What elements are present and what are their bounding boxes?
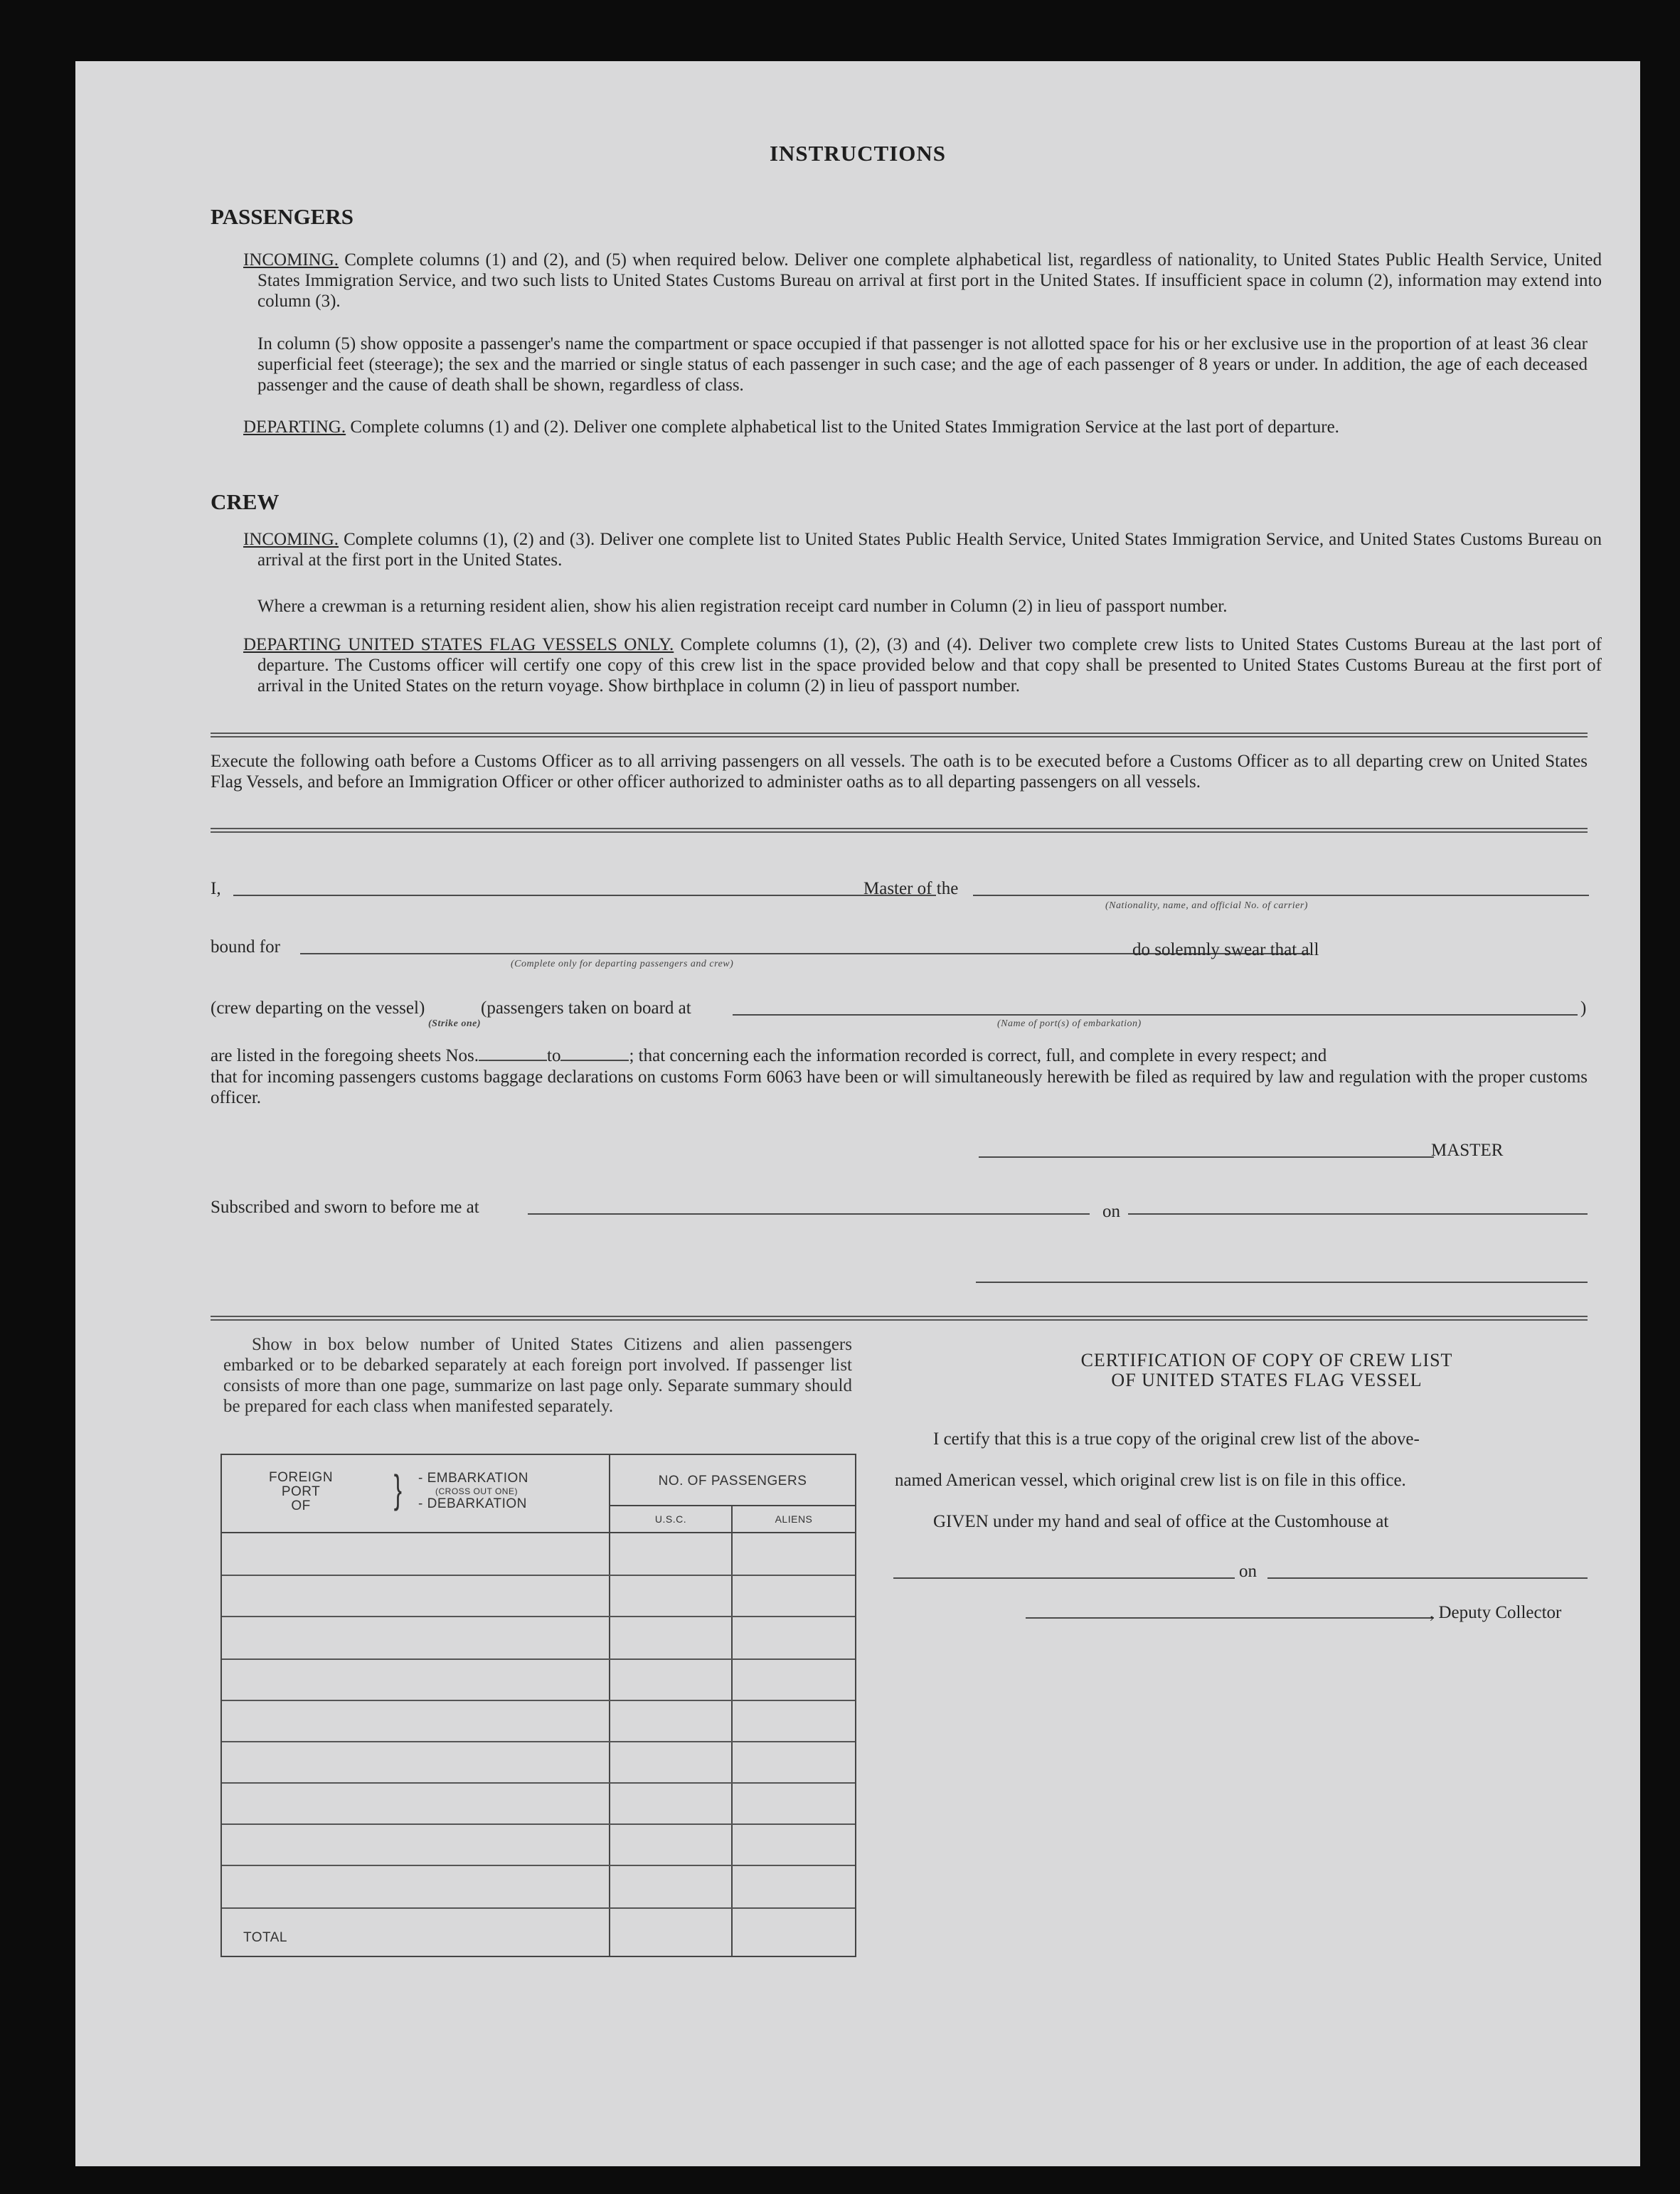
foreign-label: FOREIGN	[269, 1470, 334, 1485]
sheet-from-field[interactable]	[479, 1045, 547, 1061]
total-label: TOTAL	[243, 1930, 287, 1945]
passengers-taken-option: (passengers taken on board at	[481, 999, 691, 1018]
crew-incoming-text: Complete columns (1), (2) and (3). Deliver one complete list to United States Public Health Service, United States Immigration Service, and United States Customs Bureau on arrival at the first port in the United States.	[257, 530, 1602, 570]
close-paren: )	[1580, 999, 1587, 1018]
cross-out-label: (CROSS OUT ONE)	[435, 1486, 518, 1496]
carrier-field[interactable]	[973, 895, 1589, 896]
crew-incoming-paragraph	[243, 529, 1602, 570]
port-label: PORT	[281, 1484, 321, 1499]
table-header-bottom	[222, 1532, 855, 1533]
table-row[interactable]	[222, 1616, 855, 1617]
subscribed-on-label: on	[1102, 1202, 1120, 1221]
table-row[interactable]	[222, 1782, 855, 1784]
no-passengers-header: NO. OF PASSENGERS	[658, 1474, 807, 1489]
certification-on-label: on	[1239, 1562, 1257, 1581]
subscribed-date-field[interactable]	[1128, 1213, 1588, 1215]
table-row[interactable]	[222, 1865, 855, 1866]
summary-instructions: Show in box below number of United States Citizens and alien passengers embarked or to be debarked separately at each foreign port involved. If passenger list consists of more than one page, summarize on last page only. Separate summary should be prepared for each class when manifested separately.	[223, 1335, 852, 1416]
port-hint: (Name of port(s) of embarkation)	[997, 1018, 1142, 1029]
certification-line-1: I certify that this is a true copy of the original crew list of the above-	[933, 1429, 1420, 1449]
passengers-incoming-label: INCOMING.	[243, 250, 339, 270]
table-row[interactable]	[222, 1658, 855, 1660]
listed-text-2: ; that concerning each the information recorded is correct, full, and complete in every respect; and	[629, 1046, 1327, 1065]
certification-date-field[interactable]	[1267, 1577, 1588, 1579]
carrier-hint: (Nationality, name, and official No. of carrier)	[1105, 900, 1308, 911]
brace-icon: }	[393, 1466, 402, 1511]
divider	[211, 828, 1588, 833]
divider	[211, 1316, 1588, 1321]
oath-instructions: Execute the following oath before a Customs Officer as to all arriving passengers on all vessels. The oath is to be executed before a Customs Officer as to all departing crew on United States Flag Vessels, and before an Immigration Officer or other officer authorized to administer oaths as to all departing passengers on all vessels.	[211, 752, 1588, 792]
passengers-departing-text: Complete columns (1) and (2). Deliver one complete alphabetical list to the United States Immigration Service at the last port of departure.	[350, 417, 1339, 437]
table-row[interactable]	[222, 1823, 855, 1825]
form-page	[75, 61, 1640, 2166]
crew-incoming-label: INCOMING.	[243, 530, 339, 549]
bound-for-label: bound for	[211, 937, 280, 957]
listed-line-rest: that for incoming passengers customs baggage declarations on customs Form 6063 have been or will simultaneously herewith be filed as required by law and regulation with the proper customs officer.	[211, 1067, 1588, 1107]
aliens-header: ALIENS	[775, 1513, 813, 1525]
listed-text-1: are listed in the foregoing sheets Nos.	[211, 1046, 479, 1065]
master-name-field[interactable]	[233, 895, 936, 896]
passengers-departing-label: DEPARTING.	[243, 417, 346, 437]
sheet-to-field[interactable]	[560, 1045, 629, 1061]
certification-line-3: GIVEN under my hand and seal of office at the Customhouse at	[933, 1512, 1389, 1531]
master-signature-field[interactable]	[979, 1156, 1434, 1158]
table-row[interactable]	[222, 1700, 855, 1701]
passengers-departing-paragraph	[243, 417, 1602, 437]
debarkation-label: - DEBARKATION	[418, 1496, 527, 1511]
table-row[interactable]	[222, 1907, 855, 1909]
certification-line-2: named American vessel, which original crew list is on file in this office.	[895, 1471, 1406, 1490]
subscribed-label: Subscribed and sworn to before me at	[211, 1198, 479, 1217]
passengers-incoming-text: Complete columns (1) and (2), and (5) when required below. Deliver one complete alphabetical list, regardless of nationality, to United States Public Health Service, United States Immigration Service, and two such lists to United States Customs Bureau on arrival at first port in the United States. If insufficient space in column (2), information may extend into column (3).	[257, 250, 1602, 311]
master-of-the-label: Master of the	[863, 879, 959, 898]
table-col-divider	[731, 1506, 733, 1956]
table-col-divider	[609, 1455, 610, 1956]
crew-resident-paragraph: Where a crewman is a returning resident alien, show his alien registration receipt card number in Column (2) in lieu of passport number.	[257, 597, 1228, 616]
passenger-summary-table	[220, 1454, 856, 1957]
certification-title-1: CERTIFICATION OF COPY OF CREW LIST	[1080, 1350, 1453, 1370]
master-label: MASTER	[1431, 1141, 1504, 1160]
passengers-incoming-paragraph	[243, 250, 1602, 311]
table-row[interactable]	[222, 1741, 855, 1742]
embarkation-port-field[interactable]	[733, 1014, 1578, 1016]
crew-departing-text: Complete columns (1), (2), (3) and (4). Deliver two complete crew lists to United States Customs Bureau at the last port of departure. The Customs officer will certify one copy of this crew list in the space provided below and that copy shall be presented to United States Customs Bureau at the first port of arrival in the United States on the return voyage. Show birthplace in column (2) in lieu of passport number.	[257, 635, 1602, 696]
subscribed-place-field[interactable]	[528, 1213, 1090, 1215]
certification-title-2: OF UNITED STATES FLAG VESSEL	[1111, 1370, 1423, 1390]
crew-heading: CREW	[211, 489, 280, 514]
divider	[211, 733, 1588, 737]
oath-i-label: I,	[211, 879, 221, 898]
foreign-port-header	[269, 1471, 333, 1513]
passengers-column5-paragraph: In column (5) show opposite a passenger's name the compartment or space occupied if that passenger is not allotted space for his or her exclusive use in the proportion of at least 36 clear superficial feet (steerage); the sex and the married or single status of each passenger in such case; and the age of each passenger of 8 years or under. In addition, the age of each deceased passenger and the cause of death shall be shown, regardless of class.	[257, 334, 1588, 395]
deputy-collector-label: , Deputy Collector	[1430, 1603, 1562, 1622]
customhouse-field[interactable]	[893, 1577, 1235, 1579]
page-title: INSTRUCTIONS	[769, 141, 946, 166]
embarkation-label: - EMBARKATION	[418, 1471, 528, 1486]
crew-departing-label: DEPARTING UNITED STATES FLAG VESSELS ONLY.	[243, 635, 674, 654]
listed-line-1	[211, 1045, 1588, 1066]
crew-departing-option: (crew departing on the vessel)	[211, 999, 425, 1018]
crew-departing-paragraph	[243, 634, 1602, 696]
swear-label: do solemnly swear that all	[1132, 940, 1319, 959]
usc-header: U.S.C.	[654, 1513, 687, 1525]
table-row[interactable]	[222, 1575, 855, 1576]
listed-to: to	[547, 1046, 561, 1065]
officer-signature-field[interactable]	[976, 1282, 1588, 1283]
passengers-heading: PASSENGERS	[211, 204, 353, 229]
of-label: OF	[291, 1498, 311, 1513]
table-header-divider	[610, 1505, 855, 1506]
deputy-collector-field[interactable]	[1026, 1617, 1434, 1619]
strike-one-hint: (Strike one)	[428, 1018, 482, 1029]
bound-for-hint: (Complete only for departing passengers and crew)	[511, 959, 734, 969]
